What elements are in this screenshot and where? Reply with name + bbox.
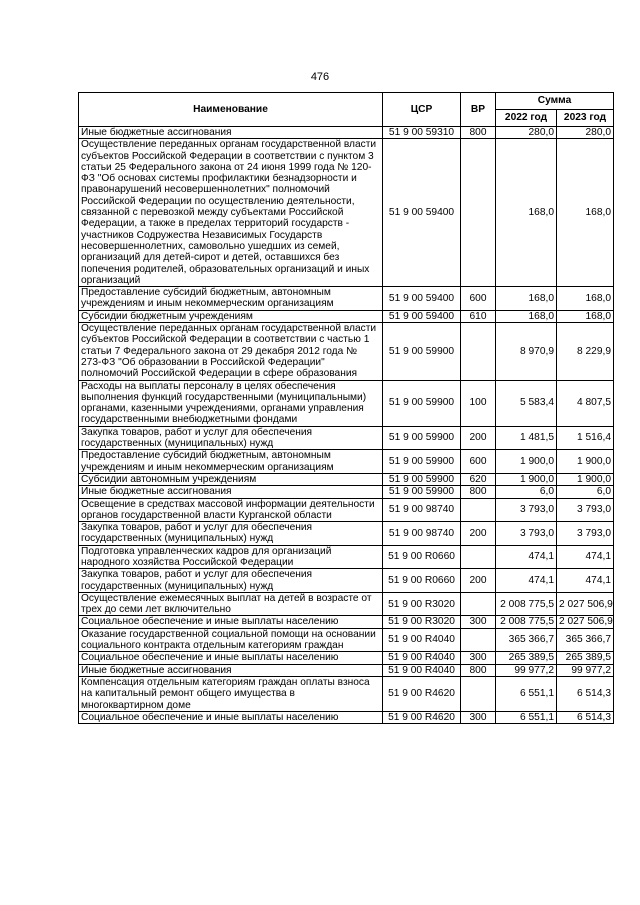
row-vr: 300 — [461, 652, 496, 664]
row-name: Закупка товаров, работ и услуг для обеспечения государственных (муниципальных) нужд — [79, 426, 383, 450]
row-name: Оказание государственной социальной помощи на основании социального контракта отдельным категориям граждан — [79, 628, 383, 652]
row-csr: 51 9 00 59400 — [383, 139, 461, 287]
row-sum-2023: 265 389,5 — [557, 652, 614, 664]
row-sum-2023: 8 229,9 — [557, 323, 614, 380]
row-csr: 51 9 00 59400 — [383, 287, 461, 311]
page-number: 476 — [310, 71, 330, 83]
row-name: Предоставление субсидий бюджетным, автономным учреждениям и иным некоммерческим организациям — [79, 450, 383, 474]
header-year-2023: 2023 год — [557, 110, 614, 127]
row-vr: 300 — [461, 711, 496, 723]
row-csr: 51 9 00 59900 — [383, 450, 461, 474]
row-sum-2022: 168,0 — [496, 310, 557, 322]
row-vr: 200 — [461, 569, 496, 593]
row-vr: 620 — [461, 473, 496, 485]
row-name: Социальное обеспечение и иные выплаты населению — [79, 616, 383, 628]
row-sum-2022: 1 481,5 — [496, 426, 557, 450]
table-row — [79, 711, 614, 723]
row-sum-2022: 8 970,9 — [496, 323, 557, 380]
row-sum-2023: 168,0 — [557, 139, 614, 287]
row-sum-2022: 1 900,0 — [496, 450, 557, 474]
row-sum-2023: 1 900,0 — [557, 473, 614, 485]
row-sum-2023: 3 793,0 — [557, 522, 614, 546]
row-vr — [461, 628, 496, 652]
row-csr: 51 9 00 59900 — [383, 380, 461, 426]
row-sum-2022: 6,0 — [496, 486, 557, 498]
row-vr: 200 — [461, 522, 496, 546]
row-name: Социальное обеспечение и иные выплаты населению — [79, 711, 383, 723]
row-sum-2022: 5 583,4 — [496, 380, 557, 426]
row-name: Закупка товаров, работ и услуг для обеспечения государственных (муниципальных) нужд — [79, 522, 383, 546]
header-year-2022: 2022 год — [496, 110, 557, 127]
row-csr: 51 9 00 R0660 — [383, 545, 461, 569]
row-sum-2023: 6,0 — [557, 486, 614, 498]
row-name: Осуществление переданных органам государственной власти субъектов Российской Федерации в соответствии с частью 1 статьи 7 Федерального закона от 29 декабря 2012 года № 273-ФЗ "Об образовании в Российской Федерации" полномочий Российской Федерации в сфере образования — [79, 323, 383, 380]
row-csr: 51 9 00 R0660 — [383, 569, 461, 593]
budget-rows — [79, 127, 614, 724]
row-vr: 800 — [461, 127, 496, 139]
row-sum-2023: 3 793,0 — [557, 498, 614, 522]
row-sum-2022: 365 366,7 — [496, 628, 557, 652]
row-csr: 51 9 00 R3020 — [383, 592, 461, 616]
row-csr: 51 9 00 98740 — [383, 522, 461, 546]
row-csr: 51 9 00 59900 — [383, 473, 461, 485]
table-row — [79, 426, 614, 450]
table-row — [79, 498, 614, 522]
row-name: Социальное обеспечение и иные выплаты населению — [79, 652, 383, 664]
table-row — [79, 628, 614, 652]
row-vr: 300 — [461, 616, 496, 628]
table-row — [79, 676, 614, 711]
row-sum-2022: 265 389,5 — [496, 652, 557, 664]
row-vr — [461, 139, 496, 287]
table-row — [79, 545, 614, 569]
row-csr: 51 9 00 R4040 — [383, 664, 461, 676]
row-csr: 51 9 00 R4620 — [383, 711, 461, 723]
row-name: Иные бюджетные ассигнования — [79, 486, 383, 498]
header-csr: ЦСР — [383, 93, 461, 127]
table-row — [79, 522, 614, 546]
row-vr — [461, 323, 496, 380]
row-sum-2022: 99 977,2 — [496, 664, 557, 676]
row-sum-2022: 280,0 — [496, 127, 557, 139]
table-row — [79, 473, 614, 485]
table-row — [79, 310, 614, 322]
row-sum-2023: 1 516,4 — [557, 426, 614, 450]
row-vr: 610 — [461, 310, 496, 322]
row-name: Расходы на выплаты персоналу в целях обеспечения выполнения функций государственными (муниципальными) органами, казенными учреждениями, органами управления государственными внебюджетными фондами — [79, 380, 383, 426]
row-vr — [461, 676, 496, 711]
table-row — [79, 127, 614, 139]
row-sum-2023: 2 027 506,9 — [557, 592, 614, 616]
table-row — [79, 139, 614, 287]
row-vr — [461, 545, 496, 569]
header-vr: ВР — [461, 93, 496, 127]
row-sum-2022: 3 793,0 — [496, 498, 557, 522]
row-vr — [461, 592, 496, 616]
row-csr: 51 9 00 R3020 — [383, 616, 461, 628]
row-sum-2023: 168,0 — [557, 310, 614, 322]
row-sum-2022: 168,0 — [496, 287, 557, 311]
row-name: Субсидии автономным учреждениям — [79, 473, 383, 485]
row-csr: 51 9 00 59900 — [383, 323, 461, 380]
row-sum-2022: 6 551,1 — [496, 676, 557, 711]
row-name: Компенсация отдельным категориям граждан оплаты взноса на капитальный ремонт общего имущества в многоквартирном доме — [79, 676, 383, 711]
row-csr: 51 9 00 59900 — [383, 426, 461, 450]
row-vr: 600 — [461, 287, 496, 311]
table-row — [79, 664, 614, 676]
row-sum-2022: 2 008 775,5 — [496, 616, 557, 628]
row-vr: 600 — [461, 450, 496, 474]
row-sum-2022: 2 008 775,5 — [496, 592, 557, 616]
row-csr: 51 9 00 R4040 — [383, 628, 461, 652]
table-row — [79, 569, 614, 593]
row-name: Субсидии бюджетным учреждениям — [79, 310, 383, 322]
row-csr: 51 9 00 98740 — [383, 498, 461, 522]
table-row — [79, 616, 614, 628]
row-sum-2022: 474,1 — [496, 545, 557, 569]
row-sum-2023: 99 977,2 — [557, 664, 614, 676]
row-name: Предоставление субсидий бюджетным, автономным учреждениям и иным некоммерческим организациям — [79, 287, 383, 311]
table-row — [79, 486, 614, 498]
row-sum-2023: 474,1 — [557, 569, 614, 593]
row-sum-2023: 1 900,0 — [557, 450, 614, 474]
row-name: Осуществление переданных органам государственной власти субъектов Российской Федерации в соответствии с пунктом 3 статьи 25 Федерального закона от 24 июня 1999 года № 120-ФЗ "Об основах системы профилактики безнадзорности и правонарушений несовершеннолетних" полномочий Российской Федерации по осуществлению деятельности, связанной с перевозкой между субъектами Российской Федерации, а также в пределах территорий государств - участников Содружества Независимых Государств несовершеннолетних, самовольно ушедших из семей, организаций для детей-сирот и детей, оставшихся без попечения родителей, образовательных организаций и иных организаций — [79, 139, 383, 287]
row-vr: 800 — [461, 664, 496, 676]
row-csr: 51 9 00 59310 — [383, 127, 461, 139]
row-sum-2023: 2 027 506,9 — [557, 616, 614, 628]
row-csr: 51 9 00 R4620 — [383, 676, 461, 711]
row-sum-2023: 6 514,3 — [557, 711, 614, 723]
row-vr — [461, 498, 496, 522]
row-sum-2022: 474,1 — [496, 569, 557, 593]
row-sum-2022: 1 900,0 — [496, 473, 557, 485]
table-row — [79, 652, 614, 664]
row-name: Подготовка управленческих кадров для организаций народного хозяйства Российской Федерации — [79, 545, 383, 569]
table-row — [79, 592, 614, 616]
row-sum-2023: 4 807,5 — [557, 380, 614, 426]
row-name: Иные бюджетные ассигнования — [79, 127, 383, 139]
budget-table — [78, 92, 614, 724]
row-name: Освещение в средствах массовой информации деятельности органов государственной власти Курганской области — [79, 498, 383, 522]
table-row — [79, 287, 614, 311]
row-csr: 51 9 00 R4040 — [383, 652, 461, 664]
row-csr: 51 9 00 59400 — [383, 310, 461, 322]
table-row — [79, 380, 614, 426]
row-csr: 51 9 00 59900 — [383, 486, 461, 498]
row-vr: 100 — [461, 380, 496, 426]
table-row — [79, 450, 614, 474]
row-name: Закупка товаров, работ и услуг для обеспечения государственных (муниципальных) нужд — [79, 569, 383, 593]
row-vr: 800 — [461, 486, 496, 498]
row-sum-2022: 168,0 — [496, 139, 557, 287]
header-name: Наименование — [79, 93, 383, 127]
row-sum-2023: 280,0 — [557, 127, 614, 139]
row-name: Осуществление ежемесячных выплат на детей в возрасте от трех до семи лет включительно — [79, 592, 383, 616]
row-sum-2023: 365 366,7 — [557, 628, 614, 652]
table-row — [79, 323, 614, 380]
row-sum-2022: 3 793,0 — [496, 522, 557, 546]
row-vr: 200 — [461, 426, 496, 450]
row-sum-2023: 168,0 — [557, 287, 614, 311]
row-sum-2023: 6 514,3 — [557, 676, 614, 711]
header-sum: Сумма — [496, 93, 614, 110]
row-sum-2022: 6 551,1 — [496, 711, 557, 723]
row-sum-2023: 474,1 — [557, 545, 614, 569]
row-name: Иные бюджетные ассигнования — [79, 664, 383, 676]
